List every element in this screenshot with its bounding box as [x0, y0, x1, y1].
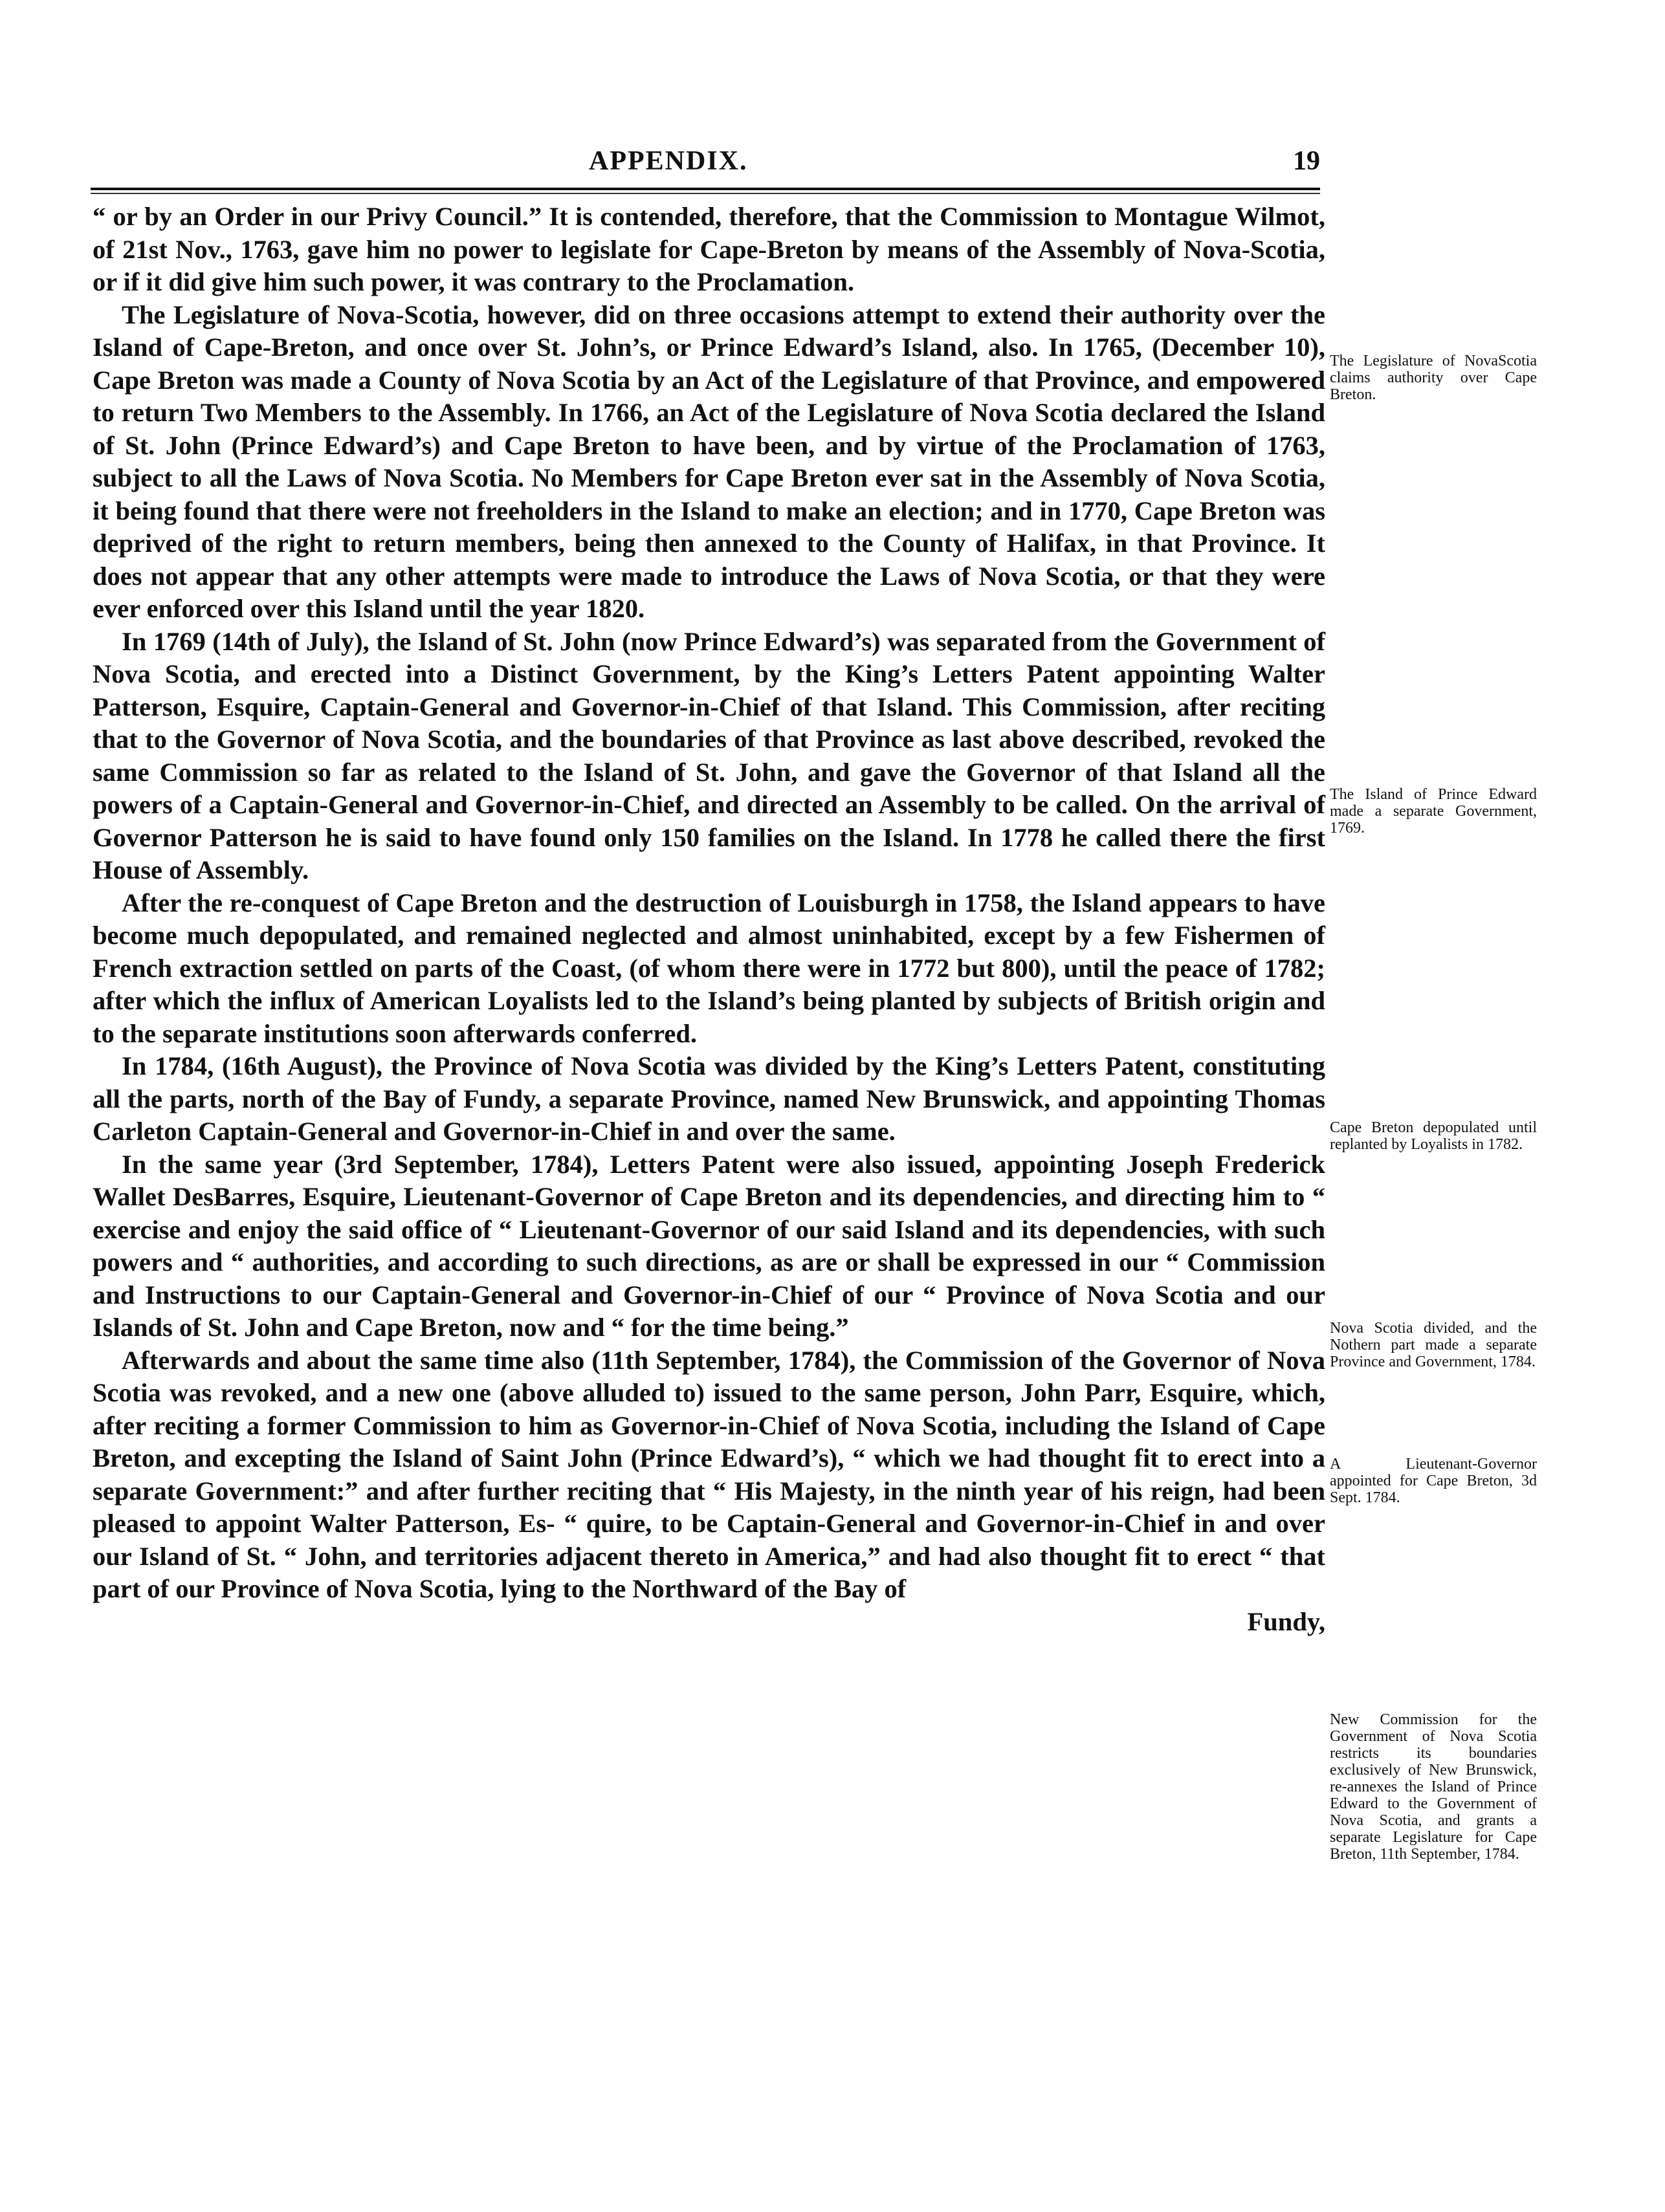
body-text [93, 201, 1325, 1638]
paragraph: The Legislature of Nova-Scotia, however, did on three occasions attempt to extend their authority over the Island of Cape-Breton, and once over St. John’s, or Prince Edward’s Island, also. In 1765, (December 10), Cape Breton was made a County of Nova Scotia by an Act of the Legislature of that Province, and empowered to return Two Members to the Assembly. In 1766, an Act of the Legislature of Nova Scotia declared the Island of St. John (Prince Edward’s) and Cape Breton to have been, and by virtue of the Proclamation of 1763, subject to all the Laws of Nova Scotia. No Members for Cape Breton ever sat in the Assembly of Nova Scotia, it being found that there were not freeholders in the Island to make an election; and in 1770, Cape Breton was deprived of the right to return members, being then annexed to the County of Halifax, in that Province. It does not appear that any other attempts were made to introduce the Laws of Nova Scotia, or that they were ever enforced over this Island until the year 1820. [93, 300, 1325, 623]
paragraph: In the same year (3rd September, 1784), Letters Patent were also issued, appointing Joseph Frederick Wallet DesBarres, Esquire, Lieutenant-Governor of Cape Breton and its dependencies, and directing him to “ exercise and enjoy the said office of “ Lieutenant-Governor of our said Island and its dependencies, with such powers and “ authorities, and according to such directions, as are or shall be expressed in our “ Commission and Instructions to our Captain-General and Governor-in-Chief of our “ Province of Nova Scotia and our Islands of St. John and Cape Breton, now and “ for the time being.” [93, 1149, 1325, 1342]
paragraph: In 1784, (16th August), the Province of Nova Scotia was divided by the King’s Letters Patent, constituting all the parts, north of the Bay of Fundy, a separate Province, named New Brunswick, and appointing Thomas Carleton Captain-General and Governor-in-Chief in and over the same. [93, 1051, 1325, 1146]
sidenote-new-commission: New Commission for the Government of Nova Scotia restricts its boundaries exclusively of New Brunswick, re-annexes the Island of Prince Edward to the Government of Nova Scotia, and grants a separate Legislature for Cape Breton, 11th September, 1784. [1330, 1711, 1537, 1863]
sidenote-cape-breton-depopulated: Cape Breton depopulated until replanted by Loyalists in 1782. [1330, 1119, 1537, 1153]
page-number: 19 [1293, 146, 1320, 176]
header-rule [91, 188, 1320, 190]
paragraph: Afterwards and about the same time also (11th September, 1784), the Commission of the Governor of Nova Scotia was revoked, and a new one (above alluded to) issued to the same person, John Parr, Esquire, which, after reciting a former Commission to him as Governor-in-Chief of Nova Scotia, including the Island of Cape Breton, and excepting the Island of Saint John (Prince Edward’s), “ which we had thought fit to erect into a separate Government:” and after further reciting that “ His Majesty, in the ninth year of his reign, had been pleased to appoint Walter Patterson, Es- “ quire, to be Captain-General and Governor-in-Chief in and over our Island of St. “ John, and territories adjacent thereto in America,” and had also thought fit to erect “ that part of our Province of Nova Scotia, lying to the Northward of the Bay of [93, 1345, 1325, 1603]
sidenote-legislature-claims: The Legislature of NovaScotia claims authority over Cape Breton. [1330, 353, 1537, 403]
page-header [91, 146, 1320, 184]
closing-word: Fundy, [1247, 1606, 1325, 1636]
paragraph: “ or by an Order in our Privy Council.” It is contended, therefore, that the Commission to Montague Wilmot, of 21st Nov., 1763, gave him no power to legislate for Cape-Breton by means of the Assembly of Nova-Scotia, or if it did give him such power, it was contrary to the Proclamation. [93, 202, 1325, 296]
sidenote-nova-scotia-divided: Nova Scotia divided, and the Nothern part made a separate Province and Government, 1784. [1330, 1320, 1537, 1370]
header-rule-thin [91, 193, 1320, 194]
running-title: APPENDIX. [589, 146, 748, 176]
paragraph: After the re-conquest of Cape Breton and the destruction of Louisburgh in 1758, the Island appears to have become much depopulated, and remained neglected and almost uninhabited, except by a few Fishermen of French extraction settled on parts of the Coast, (of whom there were in 1772 but 800), until the peace of 1782; after which the influx of American Loyalists led to the Island’s being planted by subjects of British origin and to the separate institutions soon afterwards conferred. [93, 888, 1325, 1048]
paragraph: In 1769 (14th of July), the Island of St. John (now Prince Edward’s) was separated from the Government of Nova Scotia, and erected into a Distinct Government, by the King’s Letters Patent appointing Walter Patterson, Esquire, Captain-General and Governor-in-Chief of that Island. This Commission, after reciting that to the Governor of Nova Scotia, and the boundaries of that Province as last above described, revoked the same Commission so far as related to the Island of St. John, and gave the Governor of that Island all the powers of a Captain-General and Governor-in-Chief, and directed an Assembly to be called. On the arrival of Governor Patterson he is said to have found only 150 families on the Island. In 1778 he called there the first House of Assembly. [93, 626, 1325, 884]
sidenote-lieutenant-governor: A Lieutenant-Governor appointed for Cape Breton, 3d Sept. 1784. [1330, 1456, 1537, 1506]
sidenote-prince-edward-separate: The Island of Prince Edward made a separate Government, 1769. [1330, 786, 1537, 837]
